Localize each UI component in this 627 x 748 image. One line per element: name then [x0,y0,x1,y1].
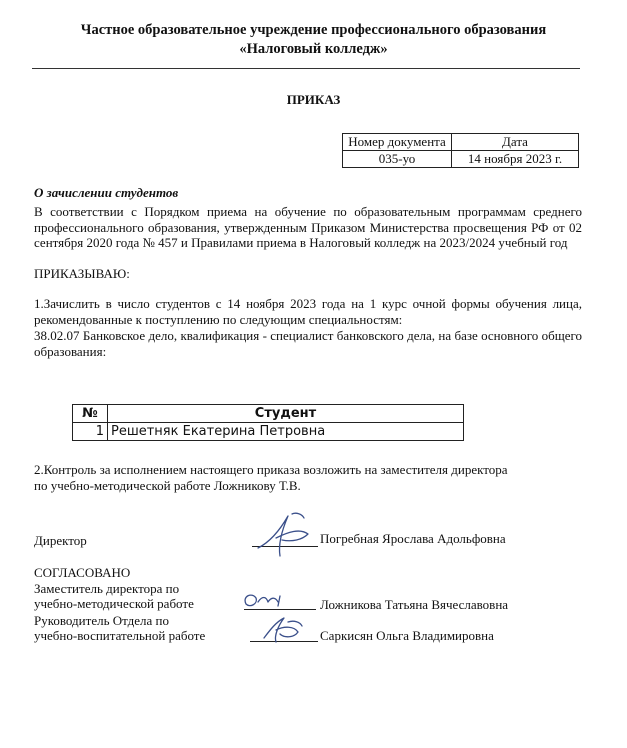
order-word: ПРИКАЗЫВАЮ: [34,266,130,281]
doc-date-header: Дата [452,134,579,151]
student-name: Решетняк Екатерина Петровна [108,423,464,441]
head-signature [254,612,314,646]
agreed-label: СОГЛАСОВАНО [34,565,131,580]
students-table [72,404,464,441]
org-line-1: Частное образовательное учреждение профессионального образования [80,22,547,38]
organization-name [0,21,627,59]
deputy-label-line-1: Заместитель директора по [34,581,180,596]
document-number-table [342,133,579,168]
order-title: ПРИКАЗ [286,92,341,107]
director-name: Погребная Ярослава Адольфовна [320,531,506,546]
director-label: Директор [34,533,87,548]
item-2-paragraph [34,462,508,494]
doc-date-value: 14 ноября 2023 г. [452,151,579,168]
head-name: Саркисян Ольга Владимировна [320,628,494,643]
table-row [73,423,464,441]
order-subject: О зачислении студентов [34,185,179,200]
deputy-label-line-2: учебно-методической работе [34,596,194,611]
row-number: 1 [73,423,108,441]
item-2-line-2: по учебно-методической работе Ложникову Т.В. [34,478,301,493]
col-student-header: Студент [108,405,464,423]
deputy-label [34,581,194,611]
doc-number-value: 035-уо [343,151,452,168]
col-number-header: № [73,405,108,423]
specialty-paragraph: 38.02.07 Банковское дело, квалификация - специалист банковского дела, на базе основного общего образования: [34,328,582,359]
deputy-signature [238,588,298,614]
director-signature [252,508,322,560]
org-line-2: «Налоговый колледж» [239,41,388,57]
students-table-header [73,405,464,423]
preamble-paragraph: В соответствии с Порядком приема на обучение по образовательным программам среднего профессионального образования, утвержденным Приказом Министерства просвещения РФ от 02 сентября 2020 года № 457 и Правилами приема в Налоговый колледж на 2023/2024 учебный год [34,204,582,250]
doc-number-header: Номер документа [343,134,452,151]
head-label-line-1: Руководитель Отдела по [34,613,169,628]
item-1-paragraph: 1.Зачислить в число студентов с 14 ноября 2023 года на 1 курс очной формы обучения лица, рекомендованные к поступлению по следующим специальностям: [34,296,582,327]
deputy-name: Ложникова Татьяна Вячеславовна [320,597,509,612]
header-divider [32,68,580,69]
item-2-line-1: 2.Контроль за исполнением настоящего приказа возложить на заместителя директора [34,462,508,477]
head-label [34,613,205,643]
head-label-line-2: учебно-воспитательной работе [34,628,206,643]
